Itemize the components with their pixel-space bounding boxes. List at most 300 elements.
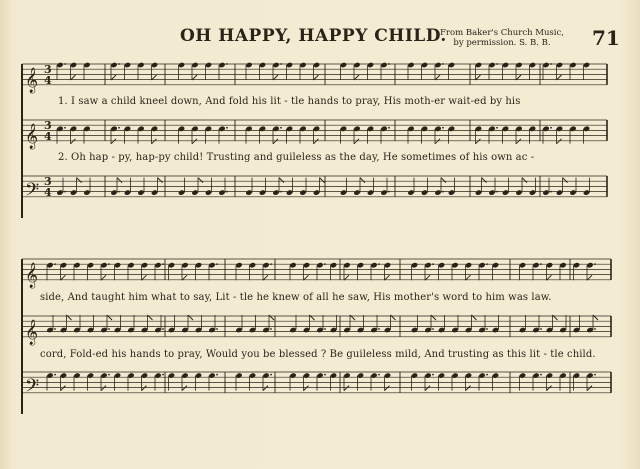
treble-clef-icon: 𝄞 xyxy=(25,67,39,93)
note-head xyxy=(299,189,306,195)
note-head xyxy=(114,327,121,333)
note-head xyxy=(235,262,242,268)
note-head xyxy=(114,372,121,378)
note-head xyxy=(70,62,77,68)
note-head xyxy=(141,372,148,378)
note-flag xyxy=(152,139,157,144)
note-dot xyxy=(594,374,596,376)
note-head xyxy=(289,327,296,333)
note-dot xyxy=(226,127,228,129)
note-head xyxy=(124,126,131,132)
note-dot xyxy=(162,263,164,265)
note-head xyxy=(451,372,458,378)
note-flag xyxy=(111,139,116,144)
note-head xyxy=(407,126,414,132)
note-head xyxy=(46,262,53,268)
note-head xyxy=(191,62,198,68)
note-dot xyxy=(540,374,542,376)
note-dot xyxy=(594,263,596,265)
note-head xyxy=(73,372,80,378)
note-head xyxy=(367,126,374,132)
note-dot xyxy=(496,191,498,193)
note-head xyxy=(586,327,593,333)
note-head xyxy=(330,262,337,268)
note-head xyxy=(357,262,364,268)
note-head xyxy=(478,372,485,378)
note-head xyxy=(411,372,418,378)
note-flag xyxy=(557,139,562,144)
note-head xyxy=(195,262,202,268)
note-head xyxy=(127,262,134,268)
lyric-line-system2-verse2: cord, Fold-ed his hands to pray, Would you be blessed ? Be guileless mild, And trusting as this lit - tle child. xyxy=(40,349,596,360)
note-head xyxy=(519,372,526,378)
credit-note xyxy=(440,28,564,48)
note-head xyxy=(70,126,77,132)
note-head xyxy=(434,126,441,132)
note-head xyxy=(178,62,185,68)
note-head xyxy=(380,126,387,132)
note-head xyxy=(168,327,175,333)
note-head xyxy=(286,62,293,68)
note-head xyxy=(316,372,323,378)
note-flag xyxy=(77,178,82,183)
note-head xyxy=(502,62,509,68)
bass-clef-icon: 𝄢 xyxy=(25,179,40,205)
note-head xyxy=(556,62,563,68)
note-dot xyxy=(486,374,488,376)
note-head xyxy=(303,372,310,378)
note-head xyxy=(475,126,482,132)
note-dot xyxy=(54,263,56,265)
note-head xyxy=(492,262,499,268)
note-head xyxy=(546,372,553,378)
note-flag xyxy=(158,178,163,183)
lyric-line-system1-verse1: 1. I saw a child kneel down, And fold his lit - tle hands to pray, His moth-er wait-ed by his xyxy=(58,96,521,107)
note-head xyxy=(205,126,212,132)
note-dot xyxy=(54,328,56,330)
note-head xyxy=(434,189,441,195)
note-head xyxy=(353,189,360,195)
note-head xyxy=(573,262,580,268)
note-head xyxy=(178,126,185,132)
note-head xyxy=(353,62,360,68)
note-head xyxy=(316,327,323,333)
note-dot xyxy=(108,374,110,376)
note-flag xyxy=(61,386,66,391)
note-dot xyxy=(280,127,282,129)
note-head xyxy=(380,189,387,195)
note-head xyxy=(262,327,269,333)
note-flag xyxy=(320,178,325,183)
note-head xyxy=(370,262,377,268)
note-flag xyxy=(547,386,552,391)
note-dot xyxy=(594,328,596,330)
note-flag xyxy=(587,386,592,391)
note-head xyxy=(168,262,175,268)
note-head xyxy=(154,262,161,268)
note-head xyxy=(411,327,418,333)
note-head xyxy=(573,327,580,333)
lyric-line-system2-verse1: side, And taught him what to say, Lit - tle he knew of all he saw, His mother's word to him was law. xyxy=(40,292,552,303)
note-dot xyxy=(226,63,228,65)
note-head xyxy=(478,262,485,268)
note-dot xyxy=(118,127,120,129)
note-head xyxy=(384,372,391,378)
note-head xyxy=(424,372,431,378)
note-flag xyxy=(482,178,487,183)
note-flag xyxy=(71,139,76,144)
note-head xyxy=(262,372,269,378)
note-flag xyxy=(354,139,359,144)
note-flag xyxy=(385,386,390,391)
note-head xyxy=(559,262,566,268)
note-head xyxy=(367,62,374,68)
note-head xyxy=(218,62,225,68)
time-signature-numerator: 3 xyxy=(44,175,52,188)
note-head xyxy=(195,327,202,333)
note-flag xyxy=(516,139,521,144)
note-head xyxy=(151,189,158,195)
note-head xyxy=(259,189,266,195)
note-head xyxy=(542,62,549,68)
note-head xyxy=(569,189,576,195)
note-head xyxy=(532,327,539,333)
note-head xyxy=(370,327,377,333)
note-head xyxy=(124,189,131,195)
note-head xyxy=(168,372,175,378)
note-head xyxy=(583,62,590,68)
note-head xyxy=(313,189,320,195)
note-dot xyxy=(280,191,282,193)
note-head xyxy=(181,327,188,333)
note-head xyxy=(340,126,347,132)
note-head xyxy=(70,189,77,195)
note-head xyxy=(519,262,526,268)
note-head xyxy=(465,262,472,268)
note-head xyxy=(299,62,306,68)
note-head xyxy=(340,62,347,68)
note-head xyxy=(56,189,63,195)
note-head xyxy=(451,327,458,333)
note-head xyxy=(73,262,80,268)
note-flag xyxy=(192,139,197,144)
note-flag xyxy=(563,178,568,183)
note-head xyxy=(546,327,553,333)
note-head xyxy=(421,62,428,68)
time-signature-numerator: 3 xyxy=(44,63,52,76)
note-head xyxy=(316,262,323,268)
note-head xyxy=(110,126,117,132)
note-head xyxy=(249,327,256,333)
note-head xyxy=(141,262,148,268)
note-head xyxy=(556,189,563,195)
note-head xyxy=(343,372,350,378)
note-head xyxy=(478,327,485,333)
note-head xyxy=(100,372,107,378)
note-dot xyxy=(64,191,66,193)
note-head xyxy=(330,372,337,378)
note-dot xyxy=(162,328,164,330)
note-head xyxy=(272,126,279,132)
note-head xyxy=(343,327,350,333)
note-head xyxy=(357,327,364,333)
note-dot xyxy=(496,127,498,129)
note-dot xyxy=(496,63,498,65)
note-head xyxy=(299,126,306,132)
note-flag xyxy=(182,386,187,391)
note-dot xyxy=(118,191,120,193)
note-flag xyxy=(279,178,284,183)
note-head xyxy=(448,126,455,132)
note-head xyxy=(542,189,549,195)
note-head xyxy=(502,126,509,132)
note-head xyxy=(289,372,296,378)
note-flag xyxy=(425,386,430,391)
note-flag xyxy=(117,178,122,183)
note-head xyxy=(407,62,414,68)
note-head xyxy=(475,189,482,195)
note-head xyxy=(448,62,455,68)
note-head xyxy=(438,327,445,333)
note-head xyxy=(492,327,499,333)
credit-line-2: by permission. S. B. B. xyxy=(453,38,551,48)
note-head xyxy=(181,262,188,268)
note-head xyxy=(191,126,198,132)
note-head xyxy=(340,189,347,195)
note-head xyxy=(583,189,590,195)
note-head xyxy=(488,126,495,132)
note-dot xyxy=(442,127,444,129)
note-head xyxy=(259,62,266,68)
note-head xyxy=(384,327,391,333)
note-head xyxy=(583,126,590,132)
note-dot xyxy=(432,328,434,330)
note-dot xyxy=(280,63,282,65)
note-head xyxy=(60,262,67,268)
note-dot xyxy=(550,191,552,193)
note-head xyxy=(286,189,293,195)
note-head xyxy=(208,262,215,268)
note-dot xyxy=(486,328,488,330)
note-head xyxy=(438,372,445,378)
note-head xyxy=(100,327,107,333)
note-head xyxy=(303,327,310,333)
note-dot xyxy=(162,374,164,376)
note-head xyxy=(245,126,252,132)
note-head xyxy=(208,372,215,378)
page-number: 71 xyxy=(592,26,620,50)
note-head xyxy=(60,327,67,333)
note-dot xyxy=(226,191,228,193)
lyric-line-system1-verse2: 2. Oh hap - py, hap-py child! Trusting and guileless as the day, He sometimes of his own ac - xyxy=(58,152,535,163)
note-head xyxy=(384,262,391,268)
note-head xyxy=(46,372,53,378)
note-head xyxy=(56,126,63,132)
note-head xyxy=(181,372,188,378)
note-head xyxy=(191,189,198,195)
time-signature-numerator: 3 xyxy=(44,119,52,132)
note-flag xyxy=(198,178,203,183)
note-head xyxy=(529,62,536,68)
note-head xyxy=(205,62,212,68)
note-head xyxy=(154,327,161,333)
note-head xyxy=(411,262,418,268)
note-head xyxy=(154,372,161,378)
note-flag xyxy=(435,139,440,144)
note-head xyxy=(330,327,337,333)
note-head xyxy=(424,327,431,333)
treble-clef-icon: 𝄞 xyxy=(25,123,39,149)
note-head xyxy=(424,262,431,268)
treble-clef-icon: 𝄞 xyxy=(25,262,39,288)
note-head xyxy=(87,262,94,268)
note-head xyxy=(87,327,94,333)
note-flag xyxy=(466,386,471,391)
note-flag xyxy=(304,386,309,391)
note-dot xyxy=(378,263,380,265)
note-dot xyxy=(550,127,552,129)
note-head xyxy=(110,189,117,195)
note-head xyxy=(515,189,522,195)
note-flag xyxy=(344,386,349,391)
note-dot xyxy=(118,63,120,65)
note-head xyxy=(451,262,458,268)
note-dot xyxy=(324,263,326,265)
note-head xyxy=(465,372,472,378)
note-head xyxy=(492,372,499,378)
note-head xyxy=(556,126,563,132)
note-flag xyxy=(263,386,268,391)
note-head xyxy=(313,62,320,68)
note-head xyxy=(465,327,472,333)
note-head xyxy=(515,126,522,132)
note-dot xyxy=(486,263,488,265)
note-head xyxy=(249,372,256,378)
note-dot xyxy=(324,374,326,376)
note-head xyxy=(515,62,522,68)
note-head xyxy=(434,62,441,68)
note-head xyxy=(303,262,310,268)
note-head xyxy=(272,189,279,195)
note-head xyxy=(208,327,215,333)
note-head xyxy=(343,262,350,268)
note-head xyxy=(532,372,539,378)
note-head xyxy=(87,372,94,378)
note-head xyxy=(367,189,374,195)
note-head xyxy=(83,126,90,132)
note-head xyxy=(529,126,536,132)
note-head xyxy=(205,189,212,195)
note-head xyxy=(262,262,269,268)
note-head xyxy=(569,62,576,68)
note-flag xyxy=(476,139,481,144)
note-dot xyxy=(108,263,110,265)
note-head xyxy=(73,327,80,333)
note-head xyxy=(259,126,266,132)
note-dot xyxy=(64,63,66,65)
note-head xyxy=(586,262,593,268)
note-head xyxy=(178,189,185,195)
note-flag xyxy=(101,386,106,391)
note-dot xyxy=(54,374,56,376)
note-dot xyxy=(108,328,110,330)
note-dot xyxy=(270,374,272,376)
note-dot xyxy=(378,374,380,376)
note-head xyxy=(313,126,320,132)
note-head xyxy=(380,62,387,68)
note-head xyxy=(46,327,53,333)
note-head xyxy=(137,62,144,68)
note-head xyxy=(546,262,553,268)
note-head xyxy=(559,327,566,333)
note-dot xyxy=(540,328,542,330)
note-head xyxy=(218,189,225,195)
note-dot xyxy=(216,263,218,265)
note-head xyxy=(488,62,495,68)
note-head xyxy=(110,62,117,68)
note-head xyxy=(586,372,593,378)
note-head xyxy=(421,189,428,195)
note-dot xyxy=(64,127,66,129)
note-head xyxy=(100,262,107,268)
note-head xyxy=(114,262,121,268)
note-head xyxy=(218,126,225,132)
note-head xyxy=(137,189,144,195)
note-head xyxy=(532,262,539,268)
note-head xyxy=(235,372,242,378)
note-dot xyxy=(432,263,434,265)
hymn-title: OH HAPPY, HAPPY CHILD. xyxy=(180,26,447,46)
note-head xyxy=(569,126,576,132)
note-head xyxy=(448,189,455,195)
note-head xyxy=(289,262,296,268)
note-head xyxy=(83,189,90,195)
note-dot xyxy=(324,328,326,330)
note-flag xyxy=(360,178,365,183)
note-head xyxy=(151,126,158,132)
note-head xyxy=(245,62,252,68)
note-head xyxy=(559,372,566,378)
note-head xyxy=(272,62,279,68)
note-dot xyxy=(442,63,444,65)
note-head xyxy=(475,62,482,68)
note-head xyxy=(519,327,526,333)
note-head xyxy=(60,372,67,378)
note-head xyxy=(421,126,428,132)
note-dot xyxy=(270,263,272,265)
note-head xyxy=(151,62,158,68)
note-dot xyxy=(550,63,552,65)
credit-line-1: From Baker's Church Music, xyxy=(440,28,564,38)
note-head xyxy=(357,372,364,378)
note-flag xyxy=(142,386,147,391)
note-head xyxy=(370,372,377,378)
note-flag xyxy=(441,178,446,183)
note-dot xyxy=(216,374,218,376)
note-head xyxy=(137,126,144,132)
bass-clef-icon: 𝄢 xyxy=(25,375,40,401)
note-head xyxy=(124,62,131,68)
note-head xyxy=(127,372,134,378)
note-dot xyxy=(216,328,218,330)
note-head xyxy=(353,126,360,132)
note-head xyxy=(502,189,509,195)
time-signature-denominator: 4 xyxy=(44,74,52,87)
note-head xyxy=(407,189,414,195)
note-dot xyxy=(540,263,542,265)
note-head xyxy=(56,62,63,68)
note-head xyxy=(529,189,536,195)
